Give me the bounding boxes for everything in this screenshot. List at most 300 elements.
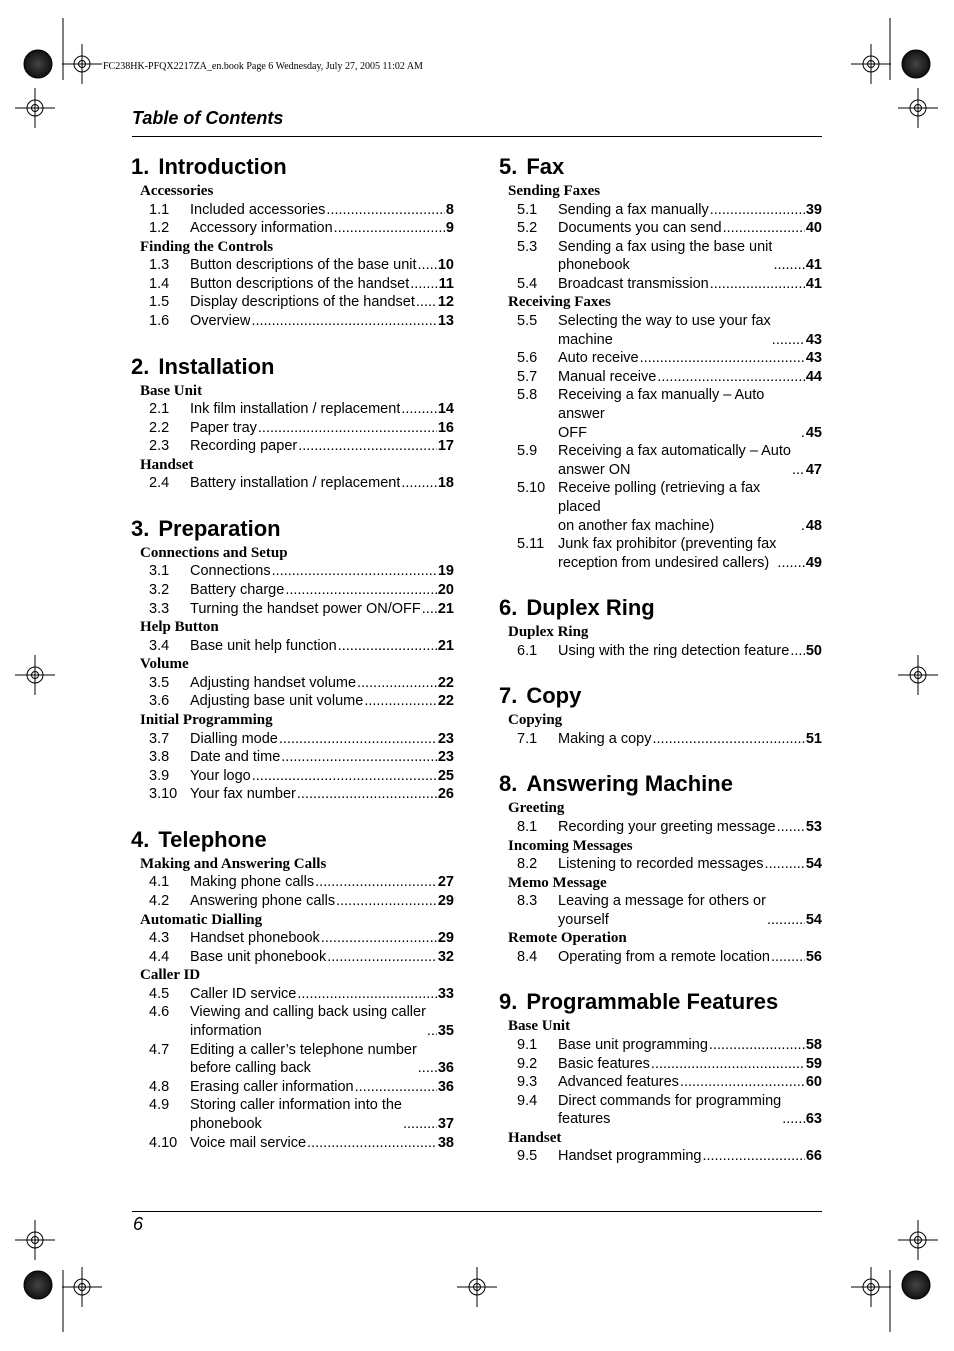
dot-leader [710,201,805,220]
toc-entry[interactable] [131,1003,454,1040]
toc-entry[interactable] [499,201,822,220]
entry-text-wrap [558,275,822,294]
dot-leader [640,349,805,368]
entry-text-wrap [558,312,822,349]
dot-leader [771,948,805,967]
footer-rule [132,1211,822,1212]
entry-label: Recording your greeting message [558,818,776,835]
dot-leader [334,219,445,238]
dot-leader [338,637,437,656]
entry-number: 4.5 [149,985,170,1002]
entry-number: 9.3 [517,1074,538,1091]
chapter-number: 3. [131,515,150,541]
entry-page-number: 25 [437,767,454,784]
toc-entry[interactable] [131,419,454,438]
dot-leader [410,275,437,294]
entry-label: Base unit help function [190,637,337,654]
entry-text-wrap [190,201,454,220]
entry-page-number: 36 [437,1078,454,1095]
entry-text-wrap [558,1092,822,1129]
toc-entry[interactable] [499,1055,822,1074]
entry-label: Turning the handset power ON/OFF [190,600,421,617]
toc-entry[interactable] [131,400,454,419]
toc-chapter [131,514,454,804]
entry-label: Your fax number [190,786,296,803]
entry-number: 5.7 [517,368,538,385]
toc-entry[interactable] [131,293,454,312]
toc-entry[interactable] [499,479,822,535]
entry-label: Accessory information [190,220,333,237]
entry-page-number: 13 [437,312,454,329]
entry-label: Voice mail service [190,1134,307,1151]
entry-number: 5.11 [517,536,545,553]
chapter-name: Introduction [158,154,287,179]
entry-number: 1.4 [149,275,170,292]
toc-entry[interactable] [499,730,822,749]
section-group-heading: Copying [508,712,563,729]
toc-entry[interactable] [131,730,454,749]
header-rule [132,136,822,137]
entry-text-wrap [558,1055,822,1074]
entry-label: Leaving a message for others or yourself [558,893,766,928]
toc-entry[interactable] [499,238,822,275]
toc-entry[interactable] [131,275,454,294]
dot-leader [327,948,437,967]
toc-entry[interactable] [499,642,822,661]
chapter-title [131,514,454,544]
dot-leader [777,554,804,573]
entry-text-wrap [190,293,454,312]
entry-page-number: 43 [805,350,822,367]
entry-page-number: 19 [437,563,454,580]
entry-number: 9.5 [517,1148,538,1165]
entry-page-number: 45 [805,424,822,441]
toc-chapter [499,987,822,1166]
entry-number: 3.2 [149,582,170,599]
chapter-name: Installation [158,353,275,379]
toc-chapter [131,825,454,1152]
entry-number: 5.4 [517,275,538,292]
entry-text-wrap [190,948,454,967]
entry-text-wrap [190,256,454,275]
entry-label: Your logo [190,767,251,784]
toc-entry[interactable] [499,1092,822,1129]
chapter-title [131,825,454,855]
entry-label: Documents you can send [558,220,722,237]
entry-page-number: 39 [805,201,822,218]
entry-number: 5.6 [517,350,538,367]
entry-label: Button descriptions of the base unit [190,257,417,274]
entry-label: Included accessories [190,201,326,218]
dot-leader [258,419,437,438]
chapter-number: 8. [499,771,518,797]
entry-text-wrap [190,929,454,948]
entry-text-wrap [558,535,822,572]
section-group-heading: Remote Operation [508,930,627,947]
toc-entry[interactable] [499,219,822,238]
dot-leader [792,461,805,480]
entry-label: Adjusting base unit volume [190,693,364,710]
dot-leader [401,474,437,493]
entry-page-number: 21 [437,637,454,654]
chapter-title [499,152,822,182]
entry-number: 2.1 [149,401,170,418]
section-group-heading: Finding the Controls [140,238,274,255]
entry-number: 4.1 [149,874,170,891]
dot-leader [422,600,437,619]
entry-number: 4.3 [149,930,170,947]
entry-page-number: 29 [437,892,454,909]
dot-leader [321,929,437,948]
entry-number: 3.3 [149,600,170,617]
entry-page-number: 38 [437,1134,454,1151]
entry-text-wrap [190,1096,454,1133]
chapter-name: Answering Machine [526,771,733,797]
entry-label: Editing a caller’s telephone number before calling back [190,1041,417,1077]
toc-entry[interactable] [131,581,454,600]
toc-entry[interactable] [131,748,454,767]
entry-label: Sending a fax using the base unit phonebook [558,238,773,274]
dot-leader [403,1115,437,1134]
entry-text-wrap [190,637,454,656]
entry-number: 4.2 [149,892,170,909]
entry-page-number: 36 [437,1060,454,1077]
toc-chapter [131,352,454,493]
entry-page-number: 51 [805,730,822,747]
entry-page-number: 16 [437,419,454,436]
entry-page-number: 41 [805,275,822,292]
toc-entry[interactable] [131,637,454,656]
entry-page-number: 21 [437,600,454,617]
entry-page-number: 59 [805,1055,822,1072]
entry-page-number: 49 [805,554,822,571]
entry-number: 5.10 [517,480,546,497]
entry-label: Storing caller information into the phonebook [190,1097,402,1132]
toc-entry[interactable] [131,948,454,967]
dot-leader [281,748,437,767]
entry-label: Receiving a fax automatically – Auto answer ON [558,443,791,478]
toc-entry[interactable] [499,818,822,837]
section-group-heading: Making and Answering Calls [140,855,327,872]
entry-number: 2.3 [149,438,170,455]
entry-text-wrap [190,767,454,786]
entry-number: 8.3 [517,893,538,910]
entry-number: 3.4 [149,637,170,654]
entry-label: Selecting the way to use your fax machine [558,312,771,348]
entry-label: Receive polling (retrieving a fax placed on another fax machine) [558,480,761,534]
toc-entry[interactable] [499,275,822,294]
entry-number: 1.1 [149,201,170,218]
entry-label: Using with the ring detection feature [558,642,790,659]
entry-text-wrap [190,474,454,493]
entry-number: 4.9 [149,1097,170,1114]
toc-entry[interactable] [131,256,454,275]
toc-entry[interactable] [131,1134,454,1153]
entry-text-wrap [558,442,822,479]
entry-text-wrap [190,892,454,911]
toc-entry[interactable] [499,1147,822,1166]
toc-entry[interactable] [499,312,822,349]
entry-page-number: 60 [805,1074,822,1091]
entry-page-number: 11 [438,275,454,292]
chapter-number: 4. [131,826,150,852]
entry-number: 5.2 [517,220,538,237]
entry-number: 3.9 [149,767,170,784]
section-group-heading: Base Unit [508,1018,571,1035]
dot-leader [418,256,437,275]
section-group-heading: Volume [140,656,189,673]
toc-entry[interactable] [131,692,454,711]
entry-number: 1.3 [149,257,170,274]
section-group-heading: Automatic Dialling [140,911,263,928]
dot-leader [418,1059,437,1078]
toc-entry[interactable] [499,948,822,967]
entry-text-wrap [558,349,822,368]
toc-entry[interactable] [499,535,822,572]
entry-label: Base unit programming [558,1036,708,1053]
dot-leader [782,1110,805,1129]
dot-leader [357,674,437,693]
entry-number: 2.2 [149,419,170,436]
chapter-title [131,152,454,182]
chapter-number: 1. [131,154,150,179]
entry-number: 8.2 [517,856,538,873]
entry-page-number: 58 [805,1036,822,1053]
entry-text-wrap [190,692,454,711]
entry-text-wrap [190,400,454,419]
entry-page-number: 12 [437,294,454,311]
toc-entry[interactable] [131,1041,454,1078]
toc-chapter [131,152,454,331]
entry-number: 4.4 [149,948,170,965]
entry-number: 3.6 [149,693,170,710]
toc-entry[interactable] [499,349,822,368]
entry-text-wrap [558,892,822,929]
entry-text-wrap [190,730,454,749]
dot-leader [336,892,437,911]
entry-label: Handset programming [558,1148,702,1165]
entry-page-number: 48 [805,517,822,534]
entry-number: 3.10 [149,786,178,803]
entry-label: Basic features [558,1055,650,1072]
entry-page-number: 32 [437,948,454,965]
entry-label: Overview [190,312,251,329]
entry-label: Operating from a remote location [558,948,770,965]
dot-leader [251,312,436,331]
chapter-number: 7. [499,683,518,709]
toc-entry[interactable] [131,767,454,786]
page-number: 6 [133,1214,144,1234]
entry-page-number: 50 [805,642,822,659]
entry-label: Listening to recorded messages [558,856,764,873]
toc-entry[interactable] [131,437,454,456]
entry-page-number: 33 [437,985,454,1002]
dot-leader [401,400,437,419]
toc-entry[interactable] [131,312,454,331]
toc-chapter [499,593,822,660]
entry-label: Junk fax prohibitor (preventing fax reception from undesired callers) [558,536,777,571]
entry-page-number: 35 [437,1022,454,1039]
entry-number: 5.9 [517,443,538,460]
toc-entry[interactable] [499,368,822,387]
section-group-heading: Handset [508,1129,562,1146]
dot-leader [416,293,437,312]
dot-leader [680,1073,805,1092]
entry-page-number: 40 [805,220,822,237]
entry-text-wrap [190,1078,454,1097]
entry-label: Manual receive [558,368,657,385]
dot-leader [777,818,805,837]
file-info: FC238HK-PFQX2217ZA_en.book Page 6 Wednesday, July 27, 2005 11:02 AM [103,61,423,72]
entry-text-wrap [190,785,454,804]
toc-entry[interactable] [499,855,822,874]
entry-text-wrap [558,479,822,535]
entry-page-number: 63 [805,1111,822,1128]
dot-leader [772,331,805,350]
toc-entry[interactable] [131,600,454,619]
entry-label: Erasing caller information [190,1078,354,1095]
entry-label: Ink film installation / replacement [190,401,401,418]
toc-left-column [131,152,454,1173]
entry-label: Battery installation / replacement [190,475,401,492]
dot-leader [252,767,437,786]
entry-text-wrap [190,219,454,238]
toc-chapter [499,769,822,966]
entry-number: 3.5 [149,674,170,691]
toc-entry[interactable] [131,985,454,1004]
entry-number: 9.1 [517,1036,538,1053]
chapter-name: Preparation [158,515,281,541]
dot-leader [773,256,804,275]
entry-page-number: 47 [805,461,822,478]
toc-entry[interactable] [131,892,454,911]
toc-entry[interactable] [131,929,454,948]
chapter-name: Programmable Features [526,989,779,1015]
entry-text-wrap [190,873,454,892]
dot-leader [790,642,805,661]
entry-page-number: 53 [805,818,822,835]
section-group-heading: Help Button [140,619,219,636]
toc-chapter [499,152,822,572]
toc-entry[interactable] [131,674,454,693]
toc-entry[interactable] [499,1073,822,1092]
entry-page-number: 10 [437,257,454,274]
dot-leader [298,437,437,456]
entry-label: Base unit phonebook [190,948,327,965]
entry-label: Handset phonebook [190,930,320,947]
entry-page-number: 20 [437,582,454,599]
entry-number: 5.3 [517,238,538,255]
toc-entry[interactable] [499,892,822,929]
dot-leader [315,873,437,892]
entry-text-wrap [558,855,822,874]
entry-text-wrap [558,219,822,238]
toc-entry[interactable] [131,785,454,804]
entry-label: Button descriptions of the handset [190,275,410,292]
entry-number: 3.8 [149,749,170,766]
entry-number: 4.7 [149,1041,170,1058]
entry-label: Date and time [190,749,281,766]
chapter-number: 5. [499,154,518,179]
entry-number: 1.2 [149,220,170,237]
chapter-name: Duplex Ring [526,595,655,621]
dot-leader [767,911,805,930]
dot-leader [723,219,805,238]
entry-text-wrap [558,201,822,220]
toc-entry[interactable] [131,474,454,493]
dot-leader [657,368,805,387]
section-group-heading: Memo Message [508,874,607,891]
dot-leader [710,275,805,294]
entry-text-wrap [190,419,454,438]
entry-label: Dialling mode [190,730,278,747]
entry-number: 5.5 [517,312,538,329]
entry-page-number: 22 [437,674,454,691]
chapter-title [499,593,822,623]
toc-entry[interactable] [131,1096,454,1133]
chapter-number: 2. [131,353,150,379]
entry-text-wrap [558,730,822,749]
toc-entry[interactable] [131,219,454,238]
chapter-number: 9. [499,989,518,1015]
dot-leader [297,785,437,804]
entry-page-number: 54 [805,911,822,928]
entry-number: 9.2 [517,1055,538,1072]
toc-entry[interactable] [131,1078,454,1097]
entry-page-number: 27 [437,874,454,891]
entry-text-wrap [558,238,822,275]
dot-leader [355,1078,437,1097]
chapter-title [499,681,822,711]
chapter-title [499,769,822,799]
toc-entry[interactable] [499,1036,822,1055]
section-group-heading: Handset [140,456,194,473]
entry-text-wrap [558,1073,822,1092]
dot-leader [651,1055,805,1074]
entry-text-wrap [190,275,454,294]
chapter-number: 6. [499,595,518,621]
entry-label: Viewing and calling back using caller information [190,1004,426,1039]
entry-page-number: 66 [805,1148,822,1165]
section-group-heading: Greeting [508,800,565,817]
dot-leader [765,855,805,874]
toc-chapter [499,681,822,748]
dot-leader [285,581,437,600]
entry-label: Making phone calls [190,874,315,891]
entry-text-wrap [190,600,454,619]
toc-entry[interactable] [131,201,454,220]
dot-leader [801,517,805,536]
entry-text-wrap [190,748,454,767]
dot-leader [326,201,445,220]
dot-leader [297,985,437,1004]
entry-text-wrap [558,948,822,967]
toc-entry[interactable] [131,562,454,581]
entry-page-number: 37 [437,1115,454,1132]
toc-entry[interactable] [499,442,822,479]
section-group-heading: Base Unit [140,382,203,399]
dot-leader [709,1036,805,1055]
section-group-heading: Sending Faxes [508,183,601,199]
entry-page-number: 44 [805,368,822,385]
toc-entry[interactable] [499,386,822,442]
entry-number: 9.4 [517,1092,538,1109]
entry-label: Recording paper [190,438,298,455]
section-group-heading: Initial Programming [140,712,273,728]
toc-entry[interactable] [131,873,454,892]
section-group-heading: Caller ID [140,967,201,984]
entry-text-wrap [190,985,454,1004]
